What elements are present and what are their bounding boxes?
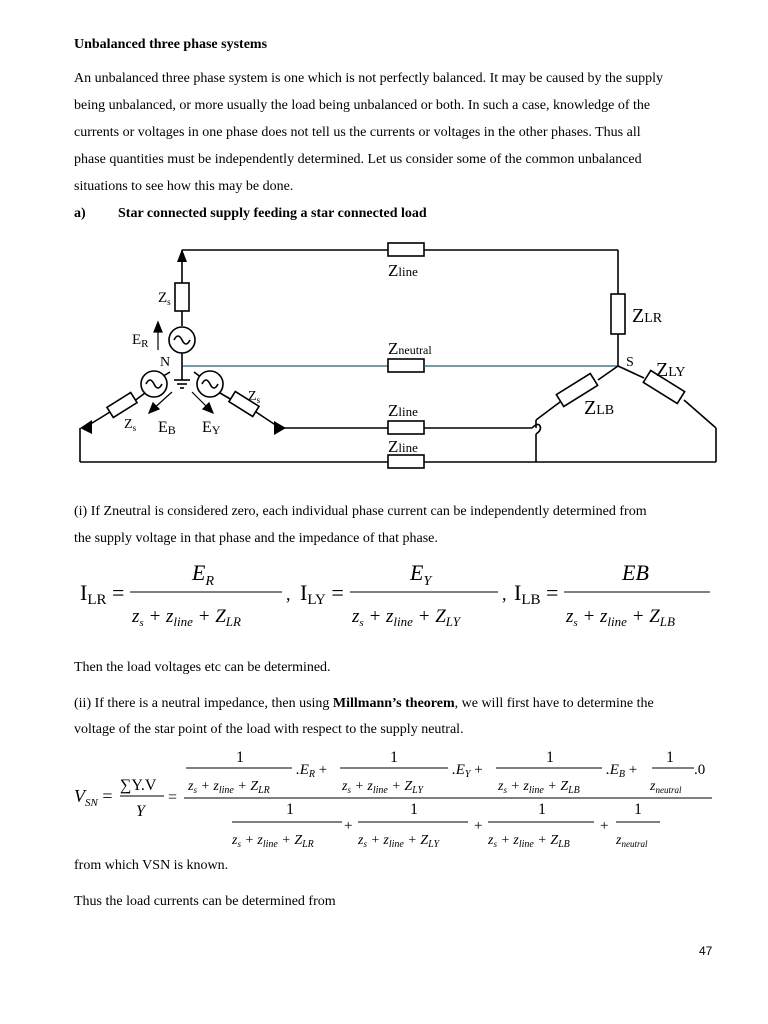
para-ii-end: , we will first have to determine the	[454, 696, 654, 711]
label-z-s-b: $Z_s$	[124, 417, 137, 433]
label-node-s: S	[626, 355, 634, 370]
svg-text:EB: EB	[622, 560, 649, 585]
svg-text:,: ,	[502, 584, 507, 604]
para-i-line-2: the supply voltage in that phase and the impedance of that phase.	[74, 531, 438, 546]
svg-text:1: 1	[286, 801, 294, 818]
label-z-neutral: Zneutral	[388, 339, 432, 358]
svg-text:.EB +: $.E_B$ +	[606, 762, 638, 780]
svg-text:=: =	[168, 789, 178, 806]
label-e-b: EB	[158, 419, 176, 437]
label-node-n: N	[160, 355, 171, 370]
label-z-s-y: $Z_s$	[248, 389, 261, 405]
label-z-line-top: Zline	[388, 261, 418, 280]
svg-text:1: 1	[546, 749, 554, 766]
intro-line: An unbalanced three phase system is one which is not perfectly balanced. It may be caused by the supply	[74, 71, 663, 86]
svg-text:1: 1	[666, 749, 674, 766]
para-i-line-1: (i) If Zneutral is considered zero, each individual phase current can be independently determined from	[74, 504, 647, 519]
svg-text:zs + zline + ZLB: $z_s + z_{line} + Z_{LB}$	[498, 779, 580, 796]
svg-text:zs + zline + ZLR: $z_s + z_{line} + Z_{LR}$	[232, 833, 314, 850]
svg-text:1: 1	[410, 801, 418, 818]
svg-text:Y: Y	[136, 803, 145, 820]
svg-text:∑Y.V: ∑Y.V	[120, 777, 157, 794]
label-z-lr: ZLR	[632, 305, 663, 327]
intro-line: being unbalanced, or more usually the load being unbalanced or both. In such a case, knowledge of the	[74, 98, 651, 113]
svg-text:zs + zline + ZLR: $z_s + z_{line} + Z_{LR}$	[188, 779, 270, 796]
section-a-label: a)	[74, 206, 86, 221]
section-heading: Unbalanced three phase systems	[74, 37, 268, 52]
den-lr: $z_s + z_{line} + Z_{LR}$	[132, 606, 241, 629]
label-z-ly: ZLY	[656, 359, 686, 381]
svg-text:EY: $E_Y$	[410, 560, 432, 589]
intro-line: situations to see how this may be done.	[74, 179, 294, 194]
svg-text:+: +	[344, 818, 353, 834]
intro-line: phase quantities must be independently determined. Let us consider some of the common unbalanced	[74, 152, 642, 167]
section-a-title: Star connected supply feeding a star connected load	[118, 206, 427, 221]
label-z-s-r: $Z_s$	[158, 290, 171, 307]
svg-text:VSN =: $V_{SN}$ =	[74, 786, 113, 809]
svg-text:1: 1	[390, 749, 398, 766]
svg-text:1: 1	[538, 801, 546, 818]
from-line: from which VSN is known.	[74, 858, 229, 873]
svg-text:,: ,	[286, 584, 291, 604]
svg-text:zneutral: $z_{neutral}$	[650, 779, 682, 795]
svg-text:zneutral: $z_{neutral}$	[616, 833, 648, 849]
intro-line: currents or voltages in one phase does not tell us the currents or voltages in the other phases. Thus all	[74, 125, 641, 140]
para-ii-start: (ii) If there is a neutral impedance, then using	[74, 696, 333, 711]
page-number: 47	[699, 944, 713, 958]
svg-text:ILR =: ILR =	[80, 580, 125, 608]
svg-text:zs + zline + ZLB: $z_s + z_{line} + Z_{LB}$	[488, 833, 570, 850]
den-ly: $z_s + z_{line} + Z_{LY}$	[352, 606, 460, 629]
svg-text:zs + zline + ZLY: $z_s + z_{line} + Z_{LY}$	[358, 833, 440, 850]
svg-text:1: 1	[634, 801, 642, 818]
label-z-lb: ZLB	[584, 397, 615, 419]
label-z-line-bottom: Zline	[388, 437, 418, 456]
millmann-theorem: Millmann’s theorem	[332, 696, 455, 711]
svg-text:ILB =: ILB =	[514, 580, 559, 608]
para-ii-line-2: voltage of the star point of the load with respect to the supply neutral.	[74, 722, 464, 737]
label-z-line-mid: Zline	[388, 401, 418, 420]
thus-line: Thus the load currents can be determined from	[74, 894, 336, 909]
svg-text:.0: .0	[694, 762, 706, 778]
svg-text:zs + zline + ZLY: $z_s + z_{line} + Z_{LY}$	[342, 779, 424, 796]
svg-text:.ER +: $.E_R$ +	[296, 762, 328, 780]
svg-text:+: +	[474, 818, 483, 834]
label-e-y: EY	[202, 419, 221, 437]
svg-text:ER: $E_R$	[192, 560, 215, 589]
then-line: Then the load voltages etc can be determined.	[74, 660, 331, 675]
svg-text:+: +	[600, 818, 609, 834]
svg-text:.EY +: $.E_Y$ +	[452, 762, 483, 780]
den-lb: $z_s + z_{line} + Z_{LB}$	[566, 606, 675, 629]
svg-text:ILY =: ILY =	[300, 580, 344, 608]
svg-text:1: 1	[236, 749, 244, 766]
label-e-r: $E_R$	[132, 332, 149, 350]
